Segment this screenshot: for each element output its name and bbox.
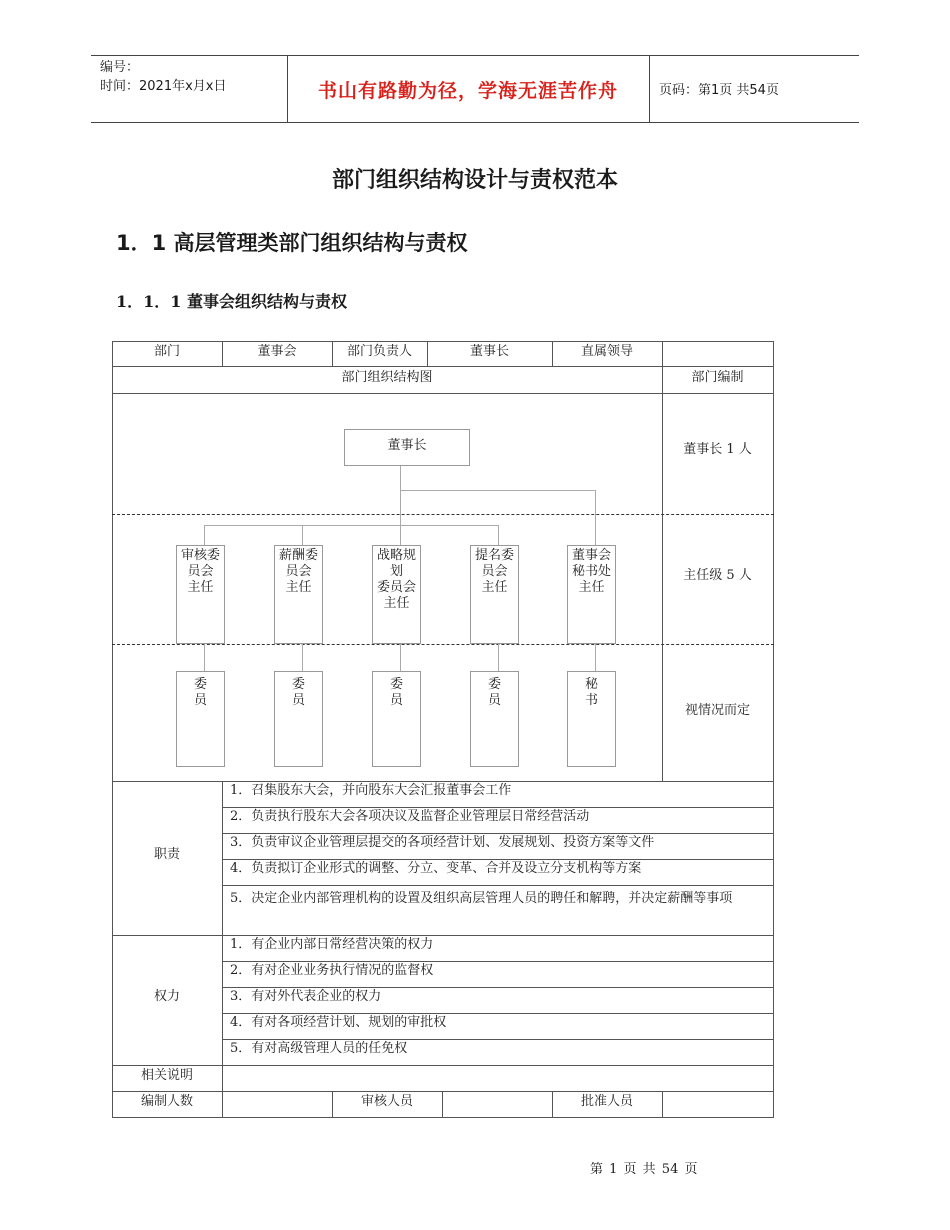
power-item: 5．有对高级管理人员的任免权 <box>230 1041 408 1056</box>
chairman-box: 董事长 <box>344 429 470 466</box>
subsection-title: 1．1．1 董事会组织结构与责权 <box>116 292 347 311</box>
duties-label: 职责 <box>153 847 180 862</box>
org-member-box: 委 员 <box>372 671 421 767</box>
head-value: 董事长 <box>469 344 509 359</box>
duty-item: 3．负责审议企业管理层提交的各项经营计划、发展规划、投资方案等文件 <box>230 835 655 850</box>
page-header <box>91 55 859 123</box>
org-chief-box: 提名委 员会 主任 <box>470 545 519 644</box>
staffing-chairman: 董事长 1 人 <box>683 442 752 457</box>
power-item: 2．有对企业业务执行情况的监督权 <box>230 963 434 978</box>
head-label: 部门负责人 <box>346 344 412 359</box>
header-motto: 书山有路勤为径，学海无涯苦作舟 <box>317 80 618 102</box>
header-page-label: 页码：第1页 共54页 <box>659 83 779 98</box>
staffing-label: 部门编制 <box>691 370 744 385</box>
powers-label: 权力 <box>153 989 180 1004</box>
notes-label: 相关说明 <box>140 1068 193 1083</box>
power-item: 4．有对各项经营计划、规划的审批权 <box>230 1015 447 1030</box>
org-member-box: 委 员 <box>470 671 519 767</box>
department-table <box>112 341 774 1118</box>
superior-label: 直属领导 <box>580 344 633 359</box>
staffing-members: 视情况而定 <box>684 703 750 718</box>
dept-label: 部门 <box>153 344 180 359</box>
org-member-box: 委 员 <box>274 671 323 767</box>
header-meta <box>100 58 226 96</box>
duty-item: 4．负责拟订企业形式的调整、分立、变革、合并及设立分支机构等方案 <box>230 861 642 876</box>
org-member-box: 委 员 <box>176 671 225 767</box>
power-item: 1．有企业内部日常经营决策的权力 <box>230 937 434 952</box>
org-chief-box: 审核委 员会 主任 <box>176 545 225 644</box>
org-chief-box: 薪酬委 员会 主任 <box>274 545 323 644</box>
serial-label: 编号： <box>100 60 140 75</box>
duty-item: 2．负责执行股东大会各项决议及监督企业管理层日常经营活动 <box>230 809 590 824</box>
org-member-box: 秘 书 <box>567 671 616 767</box>
document-title: 部门组织结构设计与责权范本 <box>331 168 618 193</box>
duty-item: 5．决定企业内部管理机构的设置及组织高层管理人员的聘任和解聘，并决定薪酬等事项 <box>230 891 733 906</box>
org-chief-box: 董事会 秘书处 主任 <box>567 545 616 644</box>
header-divider <box>649 56 650 122</box>
duty-item: 1．召集股东大会，并向股东大会汇报董事会工作 <box>230 783 512 798</box>
dept-value: 董事会 <box>257 344 297 359</box>
section-title: 1．1 高层管理类部门组织结构与责权 <box>116 231 468 255</box>
level-separator <box>112 514 774 515</box>
org-chief-box: 战略规 划 委员会 主任 <box>372 545 421 644</box>
page-footer: 第 1 页 共 54 页 <box>590 1162 698 1177</box>
staffing-chiefs: 主任级 5 人 <box>683 568 752 583</box>
level-separator <box>112 644 774 645</box>
power-item: 3．有对外代表企业的权力 <box>230 989 382 1004</box>
reviewer-label: 审核人员 <box>360 1094 413 1109</box>
time-label: 时间：2021年x月x日 <box>100 79 227 94</box>
approver-label: 批准人员 <box>580 1094 633 1109</box>
author-label: 编制人数 <box>140 1094 193 1109</box>
org-chart-label: 部门组织结构图 <box>341 370 433 385</box>
